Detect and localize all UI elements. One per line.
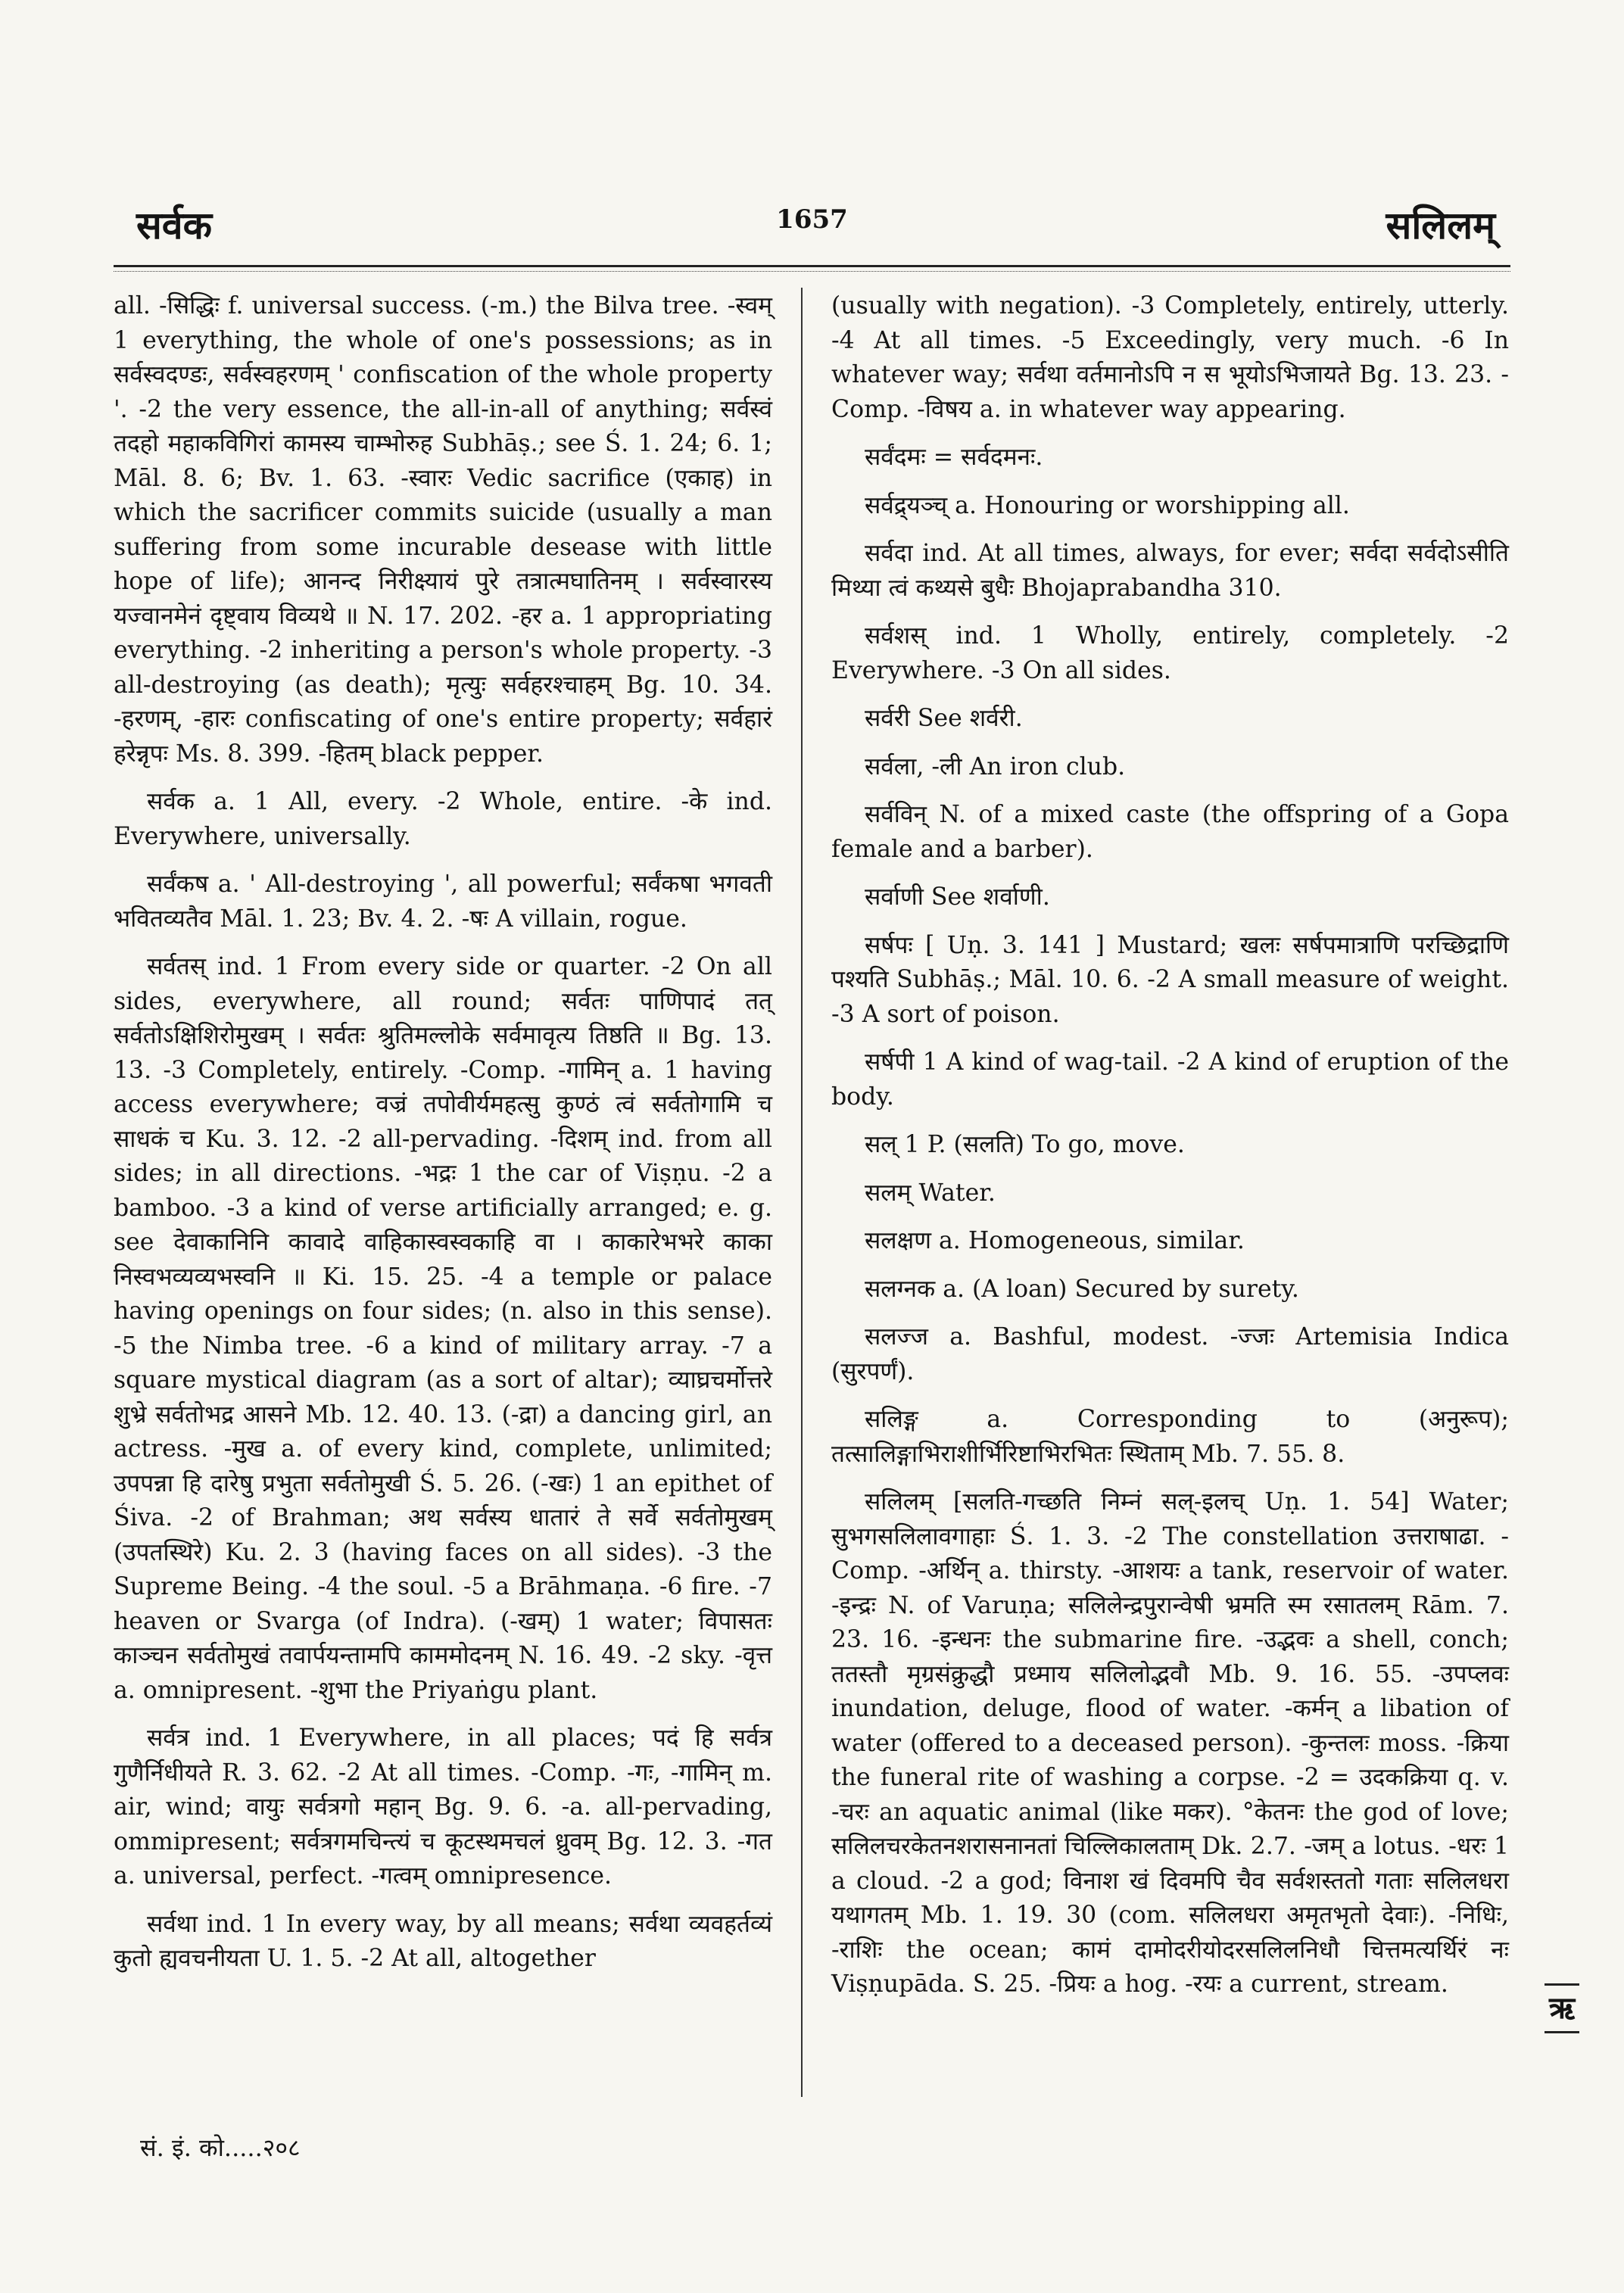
- entry-sarshapa: सर्षपः [ Uṇ. 3. 141 ] Mustard; खलः सर्षपमात्राणि परच्छिद्राणि पश्यति Subhāṣ.; Māl. 10. 6. -2 A small measure of weight. -3 A sort of poison.: [831, 931, 1509, 1028]
- entry-sarvashas: सर्वशस् ind. 1 Wholly, entirely, completely. -2 Everywhere. -3 On all sides.: [831, 622, 1509, 684]
- thumb-index-mark: ऋ: [1545, 1983, 1579, 2033]
- entry-sarvala: सर्वला, -ली An iron club.: [865, 752, 1126, 780]
- entry-sarvaka: सर्वक a. 1 All, every. -2 Whole, entire. -के ind. Everywhere, universally.: [114, 788, 772, 850]
- entry-sal: सल् 1 P. (सलति) To go, move.: [865, 1131, 1185, 1158]
- entry-sarvani: सर्वाणी See शर्वाणी.: [865, 883, 1050, 911]
- column-divider: [801, 288, 803, 2097]
- entry-sarvari: सर्वरी See शर्वरी.: [865, 705, 1023, 732]
- entry-salakshana: सलक्षण a. Homogeneous, similar.: [865, 1227, 1245, 1254]
- entry-sarvada: सर्वदा ind. At all times, always, for ever; सर्वदा सर्वदोऽसीति मिथ्या त्वं कथ्यसे बुधैः Bhojaprabandha 310.: [831, 540, 1509, 602]
- page-header: [114, 198, 1510, 251]
- entry-sarvamkasha: सर्वंकष a. ' All-destroying ', all powerful; सर्वंकषा भगवती भवितव्यतैव Māl. 1. 23; Bv. 4. 2. -षः A villain, rogue.: [114, 871, 772, 933]
- entry-sarvatas: सर्वतस् ind. 1 From every side or quarter. -2 On all sides, everywhere, all round; सर्वतः पाणिपादं तत् सर्वतोऽक्षिशिरोमुखम् । सर्वतः श्रुतिमल्लोके सर्वमावृत्य तिष्ठति ॥ Bg. 13. 13. -3 Completely, entirely. -Comp. -गामिन् a. 1 having access everywhere; वज्रं तपोवीर्यमहत्सु कुण्ठं त्वं सर्वतोगामि च साधकं च Ku. 3. 12. -2 all-pervading. -दिशम् ind. from all sides; in all directions. -भद्रः 1 the car of Viṣṇu. -2 a bamboo. -3 a kind of verse artificially arranged; e. g. see देवाकानिनि कावादे वाहिकास्वस्वकाहि वा । काकारेभभरे काका निस्वभव्यव्यभस्वनि ॥ Ki. 15. 25. -4 a temple or palace having openings on four sides; (n. also in this sense). -5 the Nimba tree. -6 a kind of military array. -7 a square mystical diagram (as a sort of altar); व्याघ्रचर्मोत्तरे शुभ्रे सर्वतोभद्र आसने Mb. 12. 40. 13. (-द्रा) a dancing girl, an actress. -मुख a. of every kind, complete, unlimited; उपपन्ना हि दारेषु प्रभुता सर्वतोमुखी Ś. 5. 26. (-खः) 1 an epithet of Śiva. -2 of Brahman; अथ सर्वस्य धातारं ते सर्वे सर्वतोमुखम् (उपतस्थिरे) Ku. 2. 3 (having faces on all sides). -3 the Supreme Being. -4 the soul. -5 a Brāhmaṇa. -6 fire. -7 heaven or Svarga (of Indra). (-खम्) 1 water; विपासतः काञ्चन सर्वतोमुखं तवार्पयन्तामपि काममोदनम् N. 16. 49. -2 sky. -वृत्त a. omnipresent. -शुभा the Priyaṅgu plant.: [114, 953, 772, 1704]
- entry-sarvadryanch: सर्वद्र्यञ्च् a. Honouring or worshipping all.: [865, 491, 1350, 519]
- entry-salilam: सलिलम् [सलति-गच्छति निम्नं सल्-इलच् Uṇ. 1. 54] Water; सुभगसलिलावगाहाः Ś. 1. 3. -2 The constellation उत्तराषाढा. -Comp. -अर्थिन् a. thirsty. -आशयः a tank, reservoir of water. -इन्द्रः N. of Varuṇa; सलिलेन्द्रपुरान्वेषी भ्रमति स्म रसातलम् Rām. 7. 23. 16. -इन्धनः the submarine fire. -उद्भवः a shell, conch; ततस्तौ मृग्रसंक्रुद्धौ प्रध्माय सलिलोद्भवौ Mb. 9. 16. 55. -उपप्लवः inundation, deluge, flood of water. -कर्मन् a libation of water (offered to a deceased person). -कुन्तलः moss. -क्रिया the funeral rite of washing a corpse. -2 = उदकक्रिया q. v. -चरः an aquatic animal (like मकर). °केतनः the god of love; सलिलचरकेतनशरासनानतां चिल्लिकालताम् Dk. 2.7. -जम् a lotus. -धरः 1 a cloud. -2 a god; विनाश खं दिवमपि चैव सर्वशस्ततो गताः सलिलधरा यथागतम् Mb. 1. 19. 30 (com. सलिलधरा अमृतभृतो देवाः). -निधिः, -राशिः the ocean; कामं दामोदरीयोदरसलिलनिधौ चित्तमत्यर्थिरं नः Viṣṇupāda. S. 25. -प्रियः a hog. -रयः a current, stream.: [831, 1488, 1509, 1998]
- entry-sarvatha: सर्वथा ind. 1 In every way, by all means; सर्वथा व्यवहर्तव्यं कुतो ह्यवचनीयता U. 1. 5. -2 At all, altogether: [114, 1910, 772, 1972]
- header-rule: [114, 265, 1510, 267]
- entry-salagnaka: सलग्नक a. (A loan) Secured by surety.: [865, 1275, 1299, 1303]
- entry-sarvavin: सर्वविन् N. of a mixed caste (the offspring of a Gopa female and a barber).: [831, 801, 1509, 863]
- entry-sarvamdama: सर्वंदमः = सर्वदमनः.: [865, 444, 1043, 471]
- entry-sarvatra: सर्वत्र ind. 1 Everywhere, in all places; पदं हि सर्वत्र गुणैर्निधीयते R. 3. 62. -2 At all times. -Comp. -गः, -गामिन् m. air, wind; वायुः सर्वत्रगो महान् Bg. 9. 6. -a. all-pervading, ommipresent; सर्वत्रगमचिन्त्यं च कूटस्थमचलं ध्रुवम् Bg. 12. 3. -गत a. universal, perfect. -गत्वम् omnipresence.: [114, 1724, 772, 1890]
- right-column: [831, 289, 1509, 2016]
- entry-sarvatha-continued: (usually with negation). -3 Completely, entirely, utterly. -4 At all times. -5 Exceedingly, very much. -6 In whatever way; सर्वथा वर्तमानोऽपि न स भूयोऽभिजायते Bg. 13. 23. -Comp. -विषय a. in whatever way appearing.: [831, 292, 1509, 423]
- entry-salinga: सलिङ्ग a. Corresponding to (अनुरूप); तत्सालिङ्गाभिराशीर्भिरिष्टाभिरभितः स्थिताम् Mb. 7. 55. 8.: [831, 1406, 1509, 1468]
- page-signature: सं. इं. को.....२०८: [140, 2133, 301, 2162]
- left-column: [114, 289, 772, 1990]
- right-running-headword: सलिलम्: [1386, 203, 1495, 248]
- left-running-headword: सर्वक: [136, 203, 212, 248]
- entry-sarva-continued: all. -सिद्धिः f. universal success. (-m.) the Bilva tree. -स्वम् 1 everything, the whole of one's possessions; as in सर्वस्वदण्डः, सर्वस्वहरणम् ' confiscation of the whole property '. -2 the very essence, the all-in-all of anything; सर्वस्वं तदहो महाकविगिरां कामस्य चाम्भोरुह Subhāṣ.; see Ś. 1. 24; 6. 1; Māl. 8. 6; Bv. 1. 63. -स्वारः Vedic sacrifice (एकाह) in which the sacrificer commits suicide (usually a man suffering from some incurable desease with little hope of life); आनन्द निरीक्ष्यायं पुरे तत्रात्मघातिनम् । सर्वस्वारस्य यज्वानमेनं दृष्ट्वाय विव्यथे ॥ N. 17. 202. -हर a. 1 appropriating everything. -2 inheriting a person's whole property. -3 all-destroying (as death); मृत्युः सर्वहरश्चाहम् Bg. 10. 34. -हरणम्, -हारः confiscating of one's entire property; सर्वहारं हरेन्नृपः Ms. 8. 399. -हितम् black pepper.: [114, 292, 772, 768]
- page-number: 1657: [776, 204, 848, 235]
- entry-salam: सलम् Water.: [865, 1179, 996, 1207]
- header-dotted-rule: [114, 271, 1510, 272]
- entry-salajja: सलज्ज a. Bashful, modest. -ज्जः Artemisia Indica (सुरपर्णं).: [831, 1323, 1509, 1385]
- entry-sarshapi: सर्षपी 1 A kind of wag-tail. -2 A kind of eruption of the body.: [831, 1048, 1509, 1111]
